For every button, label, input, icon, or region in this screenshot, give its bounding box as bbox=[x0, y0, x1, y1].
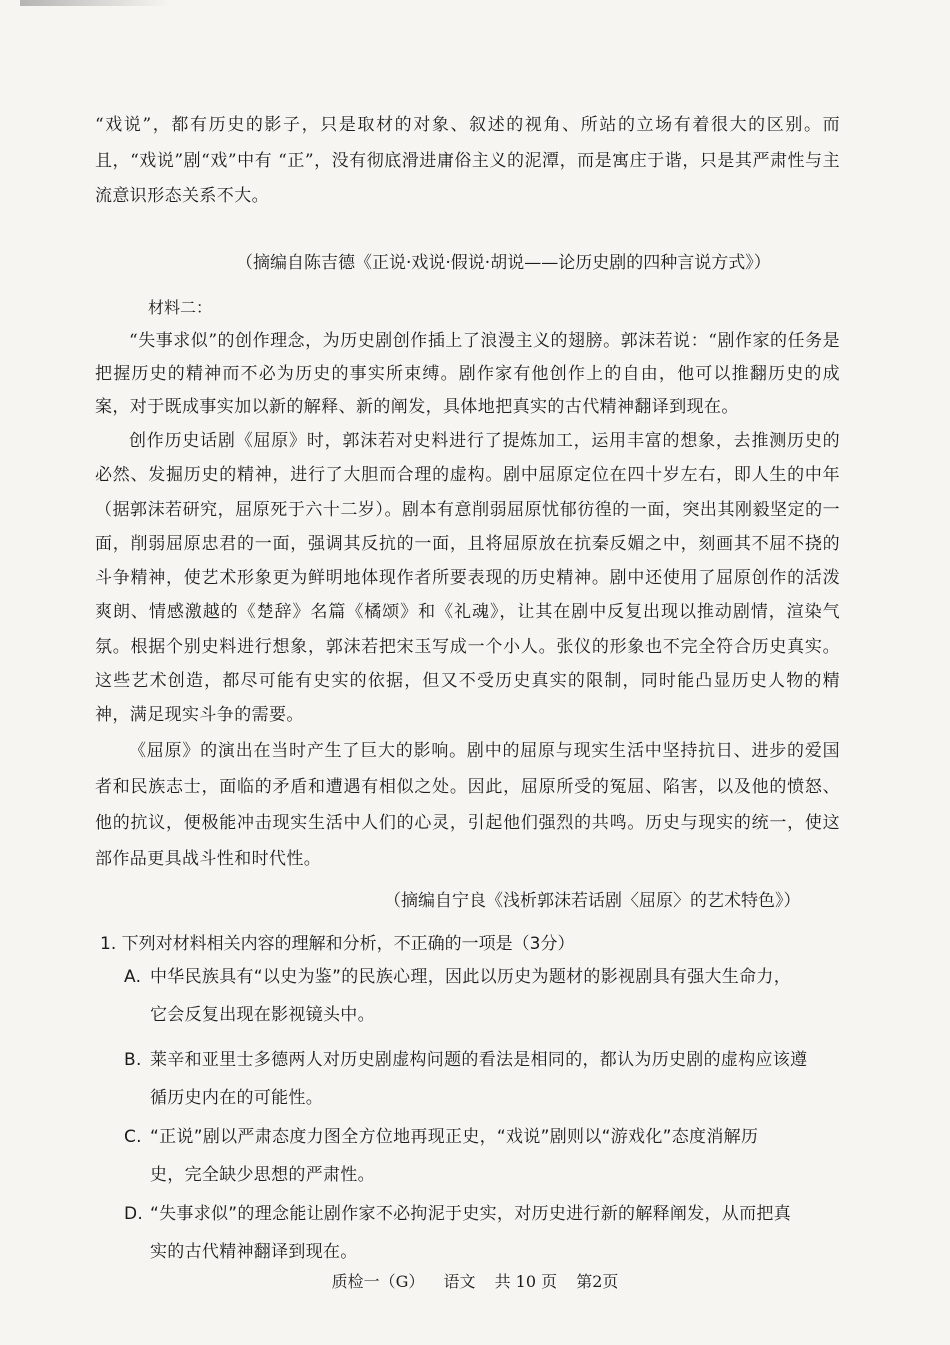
footer-page-number: 第2页 bbox=[576, 1272, 619, 1291]
option-a-key: A. bbox=[124, 967, 142, 987]
material-2-paragraph-1: “失事求似”的创作理念，为历史剧创作插上了浪漫主义的翅膀。郭沫若说：“剧作家的任务是把握历史的精神而不必为历史的事实所束缚。剧作家有他创作上的自由，他可以推翻历史的成案，对于既成事实加以新的解释、新的阐发，具体地把真实的古代精神翻译到现在。 bbox=[95, 331, 840, 417]
option-b-text-1: 莱辛和亚里士多德两人对历史剧虚构问题的看法是相同的，都认为历史剧的虚构应该遵 bbox=[150, 1050, 808, 1070]
option-b-text-2: 循历史内在的可能性。 bbox=[150, 1088, 323, 1108]
option-c-text-2: 史，完全缺少思想的严肃性。 bbox=[150, 1165, 375, 1185]
material-2-label: 材料二： bbox=[148, 298, 213, 317]
citation-1: （摘编自陈吉德《正说·戏说·假说·胡说——论历史剧的四种言说方式》） bbox=[236, 253, 771, 273]
option-d-key: D. bbox=[124, 1204, 144, 1224]
material-2-paragraph-2: 创作历史话剧《屈原》时，郭沫若对史料进行了提炼加工，运用丰富的想象，去推测历史的必然、发掘历史的精神，进行了大胆而合理的虚构。剧中屈原定位在四十岁左右，即人生的中年（据郭沫若研究，屈原死于六十二岁）。剧本有意削弱屈原忧郁彷徨的一面，突出其刚毅坚定的一面，削弱屈原忠君的一面，强调其反抗的一面，且将屈原放在抗秦反媚之中，刻画其不屈不挠的斗争精神，使艺术形象更为鲜明地体现作者所要表现的历史精神。剧中还使用了屈原创作的活泼爽朗、情感激越的《楚辞》名篇《橘颂》和《礼魂》，让其在剧中反复出现以推动剧情，渲染气氛。根据个别史料进行想象，郭沫若把宋玉写成一个小人。张仪的形象也不完全符合历史真实。这些艺术创造，都尽可能有史实的依据，但又不受历史真实的限制，同时能凸显历史人物的精神，满足现实斗争的需要。 bbox=[95, 431, 840, 726]
option-c-key: C. bbox=[124, 1127, 142, 1147]
scan-edge-mark bbox=[20, 0, 170, 6]
footer-exam-label: 质检一（G） bbox=[331, 1272, 425, 1291]
option-a-text-2: 它会反复出现在影视镜头中。 bbox=[150, 1005, 375, 1025]
option-d bbox=[124, 1195, 844, 1271]
option-c bbox=[124, 1118, 844, 1194]
option-b bbox=[124, 1041, 844, 1117]
option-a-text-1: 中华民族具有“以史为鉴”的民族心理，因此以历史为题材的影视剧具有强大生命力， bbox=[150, 967, 792, 987]
question-stem: 1. 下列对材料相关内容的理解和分析，不正确的一项是（3分） bbox=[100, 934, 575, 954]
citation-2: （摘编自宁良《浅析郭沫若话剧〈屈原〉的艺术特色》） bbox=[384, 891, 801, 911]
material-2-paragraph-3: 《屈原》的演出在当时产生了巨大的影响。剧中的屈原与现实生活中坚持抗日、进步的爱国者和民族志士，面临的矛盾和遭遇有相似之处。因此，屈原所受的冤屈、陷害，以及他的愤怒、他的抗议，便极能冲击现实生活中人们的心灵，引起他们强烈的共鸣。历史与现实的统一，使这部作品更具战斗性和时代性。 bbox=[95, 741, 840, 869]
option-b-key: B. bbox=[124, 1050, 142, 1070]
option-d-text-2: 实的古代精神翻译到现在。 bbox=[150, 1242, 358, 1262]
footer-total-pages: 共 10 页 bbox=[494, 1272, 558, 1291]
option-c-text-1: “正说”剧以严肃态度力图全方位地再现正史，“戏说”剧则以“游戏化”态度消解历 bbox=[150, 1127, 759, 1147]
footer-subject: 语文 bbox=[443, 1272, 476, 1291]
option-d-text-1: “失事求似”的理念能让剧作家不必拘泥于史实，对历史进行新的解释阐发，从而把真 bbox=[150, 1204, 792, 1224]
option-a bbox=[124, 958, 844, 1034]
page-footer bbox=[0, 1270, 950, 1294]
passage-paragraph-continued: “戏说”，都有历史的影子，只是取材的对象、叙述的视角、所站的立场有着很大的区别。而且，“戏说”剧“戏”中有 “正”，没有彻底滑进庸俗主义的泥潭，而是寓庄于谐，只是其严肃性与主流意识形态关系不大。 bbox=[95, 115, 840, 206]
